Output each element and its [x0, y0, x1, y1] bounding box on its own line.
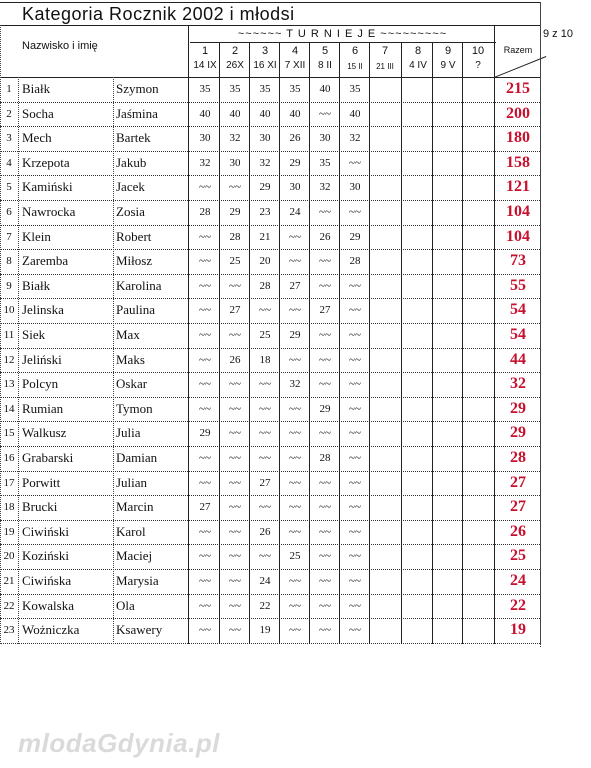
score-cell: ~~ [319, 599, 331, 612]
tournament-number: 7 [381, 45, 389, 57]
player-surname: Kowalska [22, 597, 74, 613]
score-cell: ~~ [199, 378, 211, 391]
tournament-date: 7 XII [284, 60, 306, 71]
total-score: 19 [510, 621, 526, 639]
score-cell: ~~ [349, 427, 361, 440]
score-cell: 23 [259, 206, 271, 218]
player-surname: Siek [22, 327, 46, 342]
row-number: 6 [6, 206, 12, 218]
row-divider [0, 471, 540, 472]
score-cell: ~~ [289, 353, 301, 366]
tournament-number: 3 [261, 45, 269, 57]
score-cell: ~~ [349, 206, 361, 218]
score-cell: ~~ [319, 329, 331, 341]
grid-line [401, 42, 402, 644]
row-divider [0, 520, 540, 521]
score-cell: ~~ [259, 452, 271, 464]
player-surname: Walkusz [22, 425, 67, 441]
score-cell: 35 [289, 83, 301, 95]
player-surname: Kamiński [22, 179, 73, 195]
score-cell: 32 [199, 156, 211, 169]
score-cell: 29 [199, 427, 211, 440]
score-cell: ~~ [289, 575, 301, 587]
score-cell: ~~ [349, 575, 361, 587]
score-cell: ~~ [349, 353, 361, 366]
grid-line [309, 42, 310, 644]
score-cell: ~~ [229, 624, 241, 637]
score-cell: ~~ [319, 378, 331, 391]
score-cell: ~~ [319, 353, 331, 366]
player-surname: Rumian [22, 400, 64, 416]
score-cell: ~~ [199, 255, 211, 268]
row-number: 16 [3, 452, 15, 464]
score-cell: 27 [229, 304, 241, 317]
score-cell: ~~ [199, 525, 211, 538]
row-number: 8 [6, 255, 12, 268]
score-cell: ~~ [199, 402, 211, 415]
total-score: 215 [506, 80, 530, 97]
player-first-name: Ksawery [116, 622, 163, 638]
score-cell: ~~ [229, 575, 241, 587]
score-cell: 40 [259, 107, 271, 120]
tournament-date: 14 IX [193, 60, 217, 71]
row-number: 4 [6, 156, 12, 169]
row-divider [0, 323, 540, 324]
score-cell: ~~ [229, 550, 241, 563]
score-cell: 24 [289, 206, 301, 218]
score-cell: ~~ [289, 525, 301, 538]
score-cell: ~~ [319, 427, 331, 440]
total-score: 29 [510, 399, 526, 417]
score-cell: 26 [289, 132, 301, 145]
row-number: 21 [3, 575, 15, 587]
score-cell: ~~ [319, 624, 331, 637]
player-first-name: Maks [116, 351, 145, 367]
row-number: 22 [3, 599, 15, 612]
score-cell: 40 [349, 107, 361, 120]
score-cell: ~~ [289, 476, 301, 489]
score-cell: 40 [229, 107, 241, 120]
player-first-name: Jaśmina [116, 105, 158, 121]
grid-line [494, 25, 495, 644]
score-cell: ~~ [349, 476, 361, 489]
grid-line [432, 42, 433, 644]
score-cell: 35 [349, 83, 361, 95]
row-number: 11 [3, 329, 15, 341]
row-number: 1 [6, 83, 12, 95]
score-cell: ~~ [289, 255, 301, 268]
player-surname: Jeliński [22, 351, 62, 367]
tournament-date: 15 II [347, 62, 363, 71]
tournament-number: 2 [231, 45, 239, 57]
score-cell: 40 [319, 83, 331, 95]
player-surname: Koziński [22, 548, 69, 564]
player-surname: Białk [22, 277, 51, 293]
row-number: 2 [6, 107, 12, 120]
player-surname: Nawrocka [22, 204, 76, 219]
row-number: 3 [6, 132, 12, 145]
score-cell: 30 [319, 132, 331, 145]
score-cell: ~~ [349, 550, 361, 563]
score-cell: ~~ [229, 501, 241, 514]
score-cell: ~~ [289, 402, 301, 415]
row-divider [0, 298, 540, 299]
score-cell: 30 [199, 132, 211, 145]
total-score: 24 [510, 572, 526, 589]
score-cell: ~~ [289, 599, 301, 612]
score-cell: ~~ [259, 378, 271, 391]
total-score: 180 [506, 129, 530, 147]
player-first-name: Julian [116, 474, 148, 490]
total-score: 55 [510, 276, 526, 294]
score-cell: 35 [259, 83, 271, 95]
player-first-name: Robert [116, 228, 152, 244]
player-first-name: Marysia [116, 573, 159, 588]
page-title: Kategoria Rocznik 2002 i młodsi [22, 4, 295, 24]
grid-line [18, 77, 19, 644]
player-surname: Klein [22, 228, 51, 244]
player-first-name: Bartek [116, 130, 151, 146]
player-surname: Ciwiński [22, 523, 69, 539]
tournament-date: 4 IV [409, 60, 427, 71]
score-cell: 32 [229, 132, 241, 145]
score-cell: ~~ [319, 550, 331, 563]
total-score: 104 [506, 227, 530, 245]
row-divider [0, 274, 540, 275]
row-number: 5 [6, 181, 12, 194]
player-first-name: Oskar [116, 376, 148, 392]
player-surname: Zaremba [22, 253, 69, 269]
score-cell: ~~ [349, 501, 361, 514]
score-cell: ~~ [349, 279, 361, 292]
grid-line [0, 77, 540, 78]
player-first-name: Karol [116, 523, 146, 539]
score-cell: ~~ [289, 452, 301, 464]
player-first-name: Ola [116, 597, 135, 613]
tournament-date: 21 III [376, 62, 394, 71]
player-first-name: Zosia [116, 204, 145, 219]
grid-line [190, 42, 496, 43]
player-surname: Socha [22, 105, 54, 121]
score-cell: ~~ [199, 476, 211, 489]
score-cell: 32 [319, 181, 331, 194]
row-divider [0, 200, 540, 201]
score-cell: 28 [229, 230, 241, 243]
row-divider [0, 421, 540, 422]
score-cell: ~~ [319, 525, 331, 538]
watermark-logo: mlodaGdynia.pl [18, 728, 221, 758]
score-cell: 20 [259, 255, 271, 268]
player-first-name: Marcin [116, 499, 154, 515]
score-cell: ~~ [289, 427, 301, 440]
row-divider [0, 175, 540, 176]
player-first-name: Karolina [116, 277, 162, 293]
grid-line [279, 42, 280, 644]
score-cell: 35 [319, 156, 331, 169]
player-first-name: Maciej [116, 548, 153, 564]
total-score: 54 [510, 301, 526, 319]
total-column-header: Razem [503, 45, 533, 55]
score-cell: 35 [199, 83, 211, 95]
total-score: 104 [506, 203, 530, 220]
score-cell: ~~ [199, 575, 211, 587]
score-cell: ~~ [289, 501, 301, 514]
row-number: 14 [3, 402, 15, 415]
score-cell: ~~ [259, 550, 271, 563]
row-divider [0, 225, 540, 226]
score-cell: ~~ [199, 452, 211, 464]
player-surname: Jelinska [22, 302, 64, 318]
row-number: 17 [3, 476, 15, 489]
score-cell: ~~ [349, 378, 361, 391]
score-cell: ~~ [199, 230, 211, 243]
tournament-number: 1 [201, 45, 209, 57]
score-cell: 29 [289, 156, 301, 169]
name-column-header: Nazwisko i imię [22, 40, 98, 52]
score-cell: ~~ [229, 599, 241, 612]
score-cell: ~~ [199, 329, 211, 341]
score-cell: ~~ [199, 599, 211, 612]
grid-line [339, 42, 340, 644]
score-cell: ~~ [259, 501, 271, 514]
score-cell: ~~ [319, 206, 331, 218]
score-cell: 40 [289, 107, 301, 120]
total-score: 25 [510, 547, 526, 565]
player-first-name: Szymon [116, 81, 159, 96]
grid-line [540, 2, 541, 647]
score-cell: ~~ [229, 279, 241, 292]
score-cell: ~~ [319, 107, 331, 120]
score-cell: 40 [199, 107, 211, 120]
row-divider [0, 249, 540, 250]
player-surname: Grabarski [22, 450, 74, 465]
score-cell: ~~ [259, 427, 271, 440]
score-cell: ~~ [229, 181, 241, 194]
score-cell: 30 [259, 132, 271, 145]
score-cell: ~~ [319, 279, 331, 292]
row-number: 9 [6, 279, 12, 292]
score-cell: 24 [259, 575, 271, 587]
score-cell: ~~ [199, 550, 211, 563]
grid-line [219, 42, 220, 644]
score-cell: ~~ [259, 304, 271, 317]
score-cell: 28 [259, 279, 271, 292]
tournament-date: 16 XI [253, 60, 277, 71]
score-cell: ~~ [199, 279, 211, 292]
row-divider [0, 151, 540, 152]
score-cell: 18 [259, 353, 271, 366]
total-score: 27 [510, 473, 526, 491]
score-cell: 30 [349, 181, 361, 194]
player-surname: Białk [22, 81, 51, 96]
total-score: 32 [510, 375, 526, 393]
score-cell: ~~ [319, 476, 331, 489]
page-indicator: 9 z 10 [543, 28, 573, 40]
tournament-date: 8 II [318, 60, 332, 71]
score-cell: ~~ [349, 156, 361, 169]
score-cell: 28 [199, 206, 211, 218]
score-cell: ~~ [229, 329, 241, 341]
row-number: 23 [3, 624, 15, 637]
score-cell: 29 [319, 402, 331, 415]
player-first-name: Jakub [116, 154, 147, 170]
score-cell: 26 [259, 525, 271, 538]
score-cell: ~~ [289, 624, 301, 637]
score-cell: ~~ [289, 230, 301, 243]
tournament-number: 8 [414, 45, 422, 57]
score-cell: 25 [289, 550, 301, 563]
total-score: 22 [510, 596, 526, 614]
player-first-name: Paulina [116, 302, 155, 318]
score-cell: 32 [349, 132, 361, 145]
total-score: 121 [506, 178, 530, 196]
score-cell: ~~ [349, 329, 361, 341]
player-first-name: Max [116, 327, 140, 342]
grid-line [369, 42, 370, 644]
total-score: 200 [506, 104, 530, 122]
score-cell: 27 [319, 304, 331, 317]
score-cell: ~~ [229, 452, 241, 464]
tournament-number: 6 [351, 45, 359, 57]
player-first-name: Miłosz [116, 253, 153, 269]
total-score: 29 [510, 424, 526, 442]
player-first-name: Tymon [116, 400, 153, 416]
score-cell: 28 [349, 255, 361, 268]
row-divider [0, 569, 540, 570]
score-cell: ~~ [229, 476, 241, 489]
score-cell: ~~ [319, 575, 331, 587]
row-number: 12 [3, 353, 15, 366]
score-cell: 29 [229, 206, 241, 218]
tournament-number: 4 [291, 45, 299, 57]
player-surname: Wożniczka [22, 622, 80, 638]
score-cell: 28 [319, 452, 331, 464]
tournament-date: ? [475, 60, 481, 71]
score-cell: 21 [259, 230, 271, 243]
grid-line [0, 25, 540, 26]
score-cell: 19 [259, 624, 271, 637]
row-number: 13 [3, 378, 15, 391]
score-cell: ~~ [319, 255, 331, 268]
score-cell: ~~ [349, 624, 361, 637]
player-surname: Mech [22, 130, 52, 146]
score-cell: 29 [349, 230, 361, 243]
total-score: 158 [506, 153, 530, 171]
row-number: 18 [3, 501, 15, 514]
row-divider [0, 643, 540, 644]
score-cell: ~~ [349, 402, 361, 415]
tournament-date: 26X [226, 60, 244, 71]
total-score: 28 [510, 449, 526, 466]
grid-line [113, 77, 114, 644]
score-cell: ~~ [199, 353, 211, 366]
total-score: 26 [510, 522, 526, 540]
row-divider [0, 102, 540, 103]
score-cell: ~~ [229, 378, 241, 391]
score-cell: 22 [259, 599, 271, 612]
score-cell: 27 [199, 501, 211, 514]
tournament-number: 9 [444, 45, 452, 57]
score-cell: ~~ [229, 402, 241, 415]
grid-line [188, 25, 189, 644]
score-cell: 27 [259, 476, 271, 489]
player-surname: Polcyn [22, 376, 59, 392]
row-number: 10 [3, 304, 15, 317]
row-divider [0, 372, 540, 373]
score-cell: ~~ [199, 304, 211, 317]
row-divider [0, 126, 540, 127]
score-cell: 27 [289, 279, 301, 292]
score-cell: ~~ [349, 599, 361, 612]
row-divider [0, 618, 540, 619]
player-surname: Krzepota [22, 154, 70, 170]
score-cell: ~~ [349, 525, 361, 538]
total-score: 44 [510, 350, 526, 368]
tournament-number: 5 [321, 45, 329, 57]
grid-line [249, 42, 250, 644]
row-divider [0, 594, 540, 595]
tournaments-header: ~~~~~~ T U R N I E J E ~~~~~~~~~ [237, 28, 448, 40]
grid-line [0, 25, 1, 644]
player-first-name: Julia [116, 425, 141, 441]
score-cell: ~~ [229, 427, 241, 440]
score-cell: ~~ [349, 304, 361, 317]
score-cell: 30 [229, 156, 241, 169]
player-first-name: Damian [116, 450, 158, 465]
score-cell: ~~ [289, 304, 301, 317]
row-number: 19 [3, 525, 15, 538]
player-surname: Porwitt [22, 474, 61, 490]
score-cell: 35 [229, 83, 241, 95]
score-cell: 29 [289, 329, 301, 341]
score-cell: 26 [229, 353, 241, 366]
score-cell: 25 [229, 255, 241, 268]
score-cell: 29 [259, 181, 271, 194]
score-cell: ~~ [229, 525, 241, 538]
tournament-number: 10 [471, 45, 485, 57]
score-cell: 32 [289, 378, 301, 391]
grid-line [462, 42, 463, 644]
score-cell: ~~ [199, 624, 211, 637]
score-cell: 32 [259, 156, 271, 169]
row-number: 15 [3, 427, 15, 440]
tournament-date: 9 V [440, 60, 456, 71]
score-cell: 30 [289, 181, 301, 194]
row-divider [0, 495, 540, 496]
player-surname: Brucki [22, 499, 58, 515]
grid-line [0, 2, 540, 3]
score-cell: ~~ [319, 501, 331, 514]
row-number: 7 [6, 230, 12, 243]
total-score: 73 [510, 252, 526, 270]
score-cell: ~~ [259, 402, 271, 415]
razem-diagonal [494, 56, 546, 78]
row-divider [0, 348, 540, 349]
player-first-name: Jacek [116, 179, 145, 195]
total-score: 27 [510, 498, 526, 516]
total-score: 54 [510, 326, 526, 343]
player-surname: Ciwińska [22, 573, 72, 588]
row-divider [0, 446, 540, 447]
row-divider [0, 397, 540, 398]
score-cell: 26 [319, 230, 331, 243]
score-cell: 25 [259, 329, 271, 341]
score-cell: ~~ [349, 452, 361, 464]
row-number: 20 [3, 550, 15, 563]
row-divider [0, 544, 540, 545]
score-cell: ~~ [199, 181, 211, 194]
